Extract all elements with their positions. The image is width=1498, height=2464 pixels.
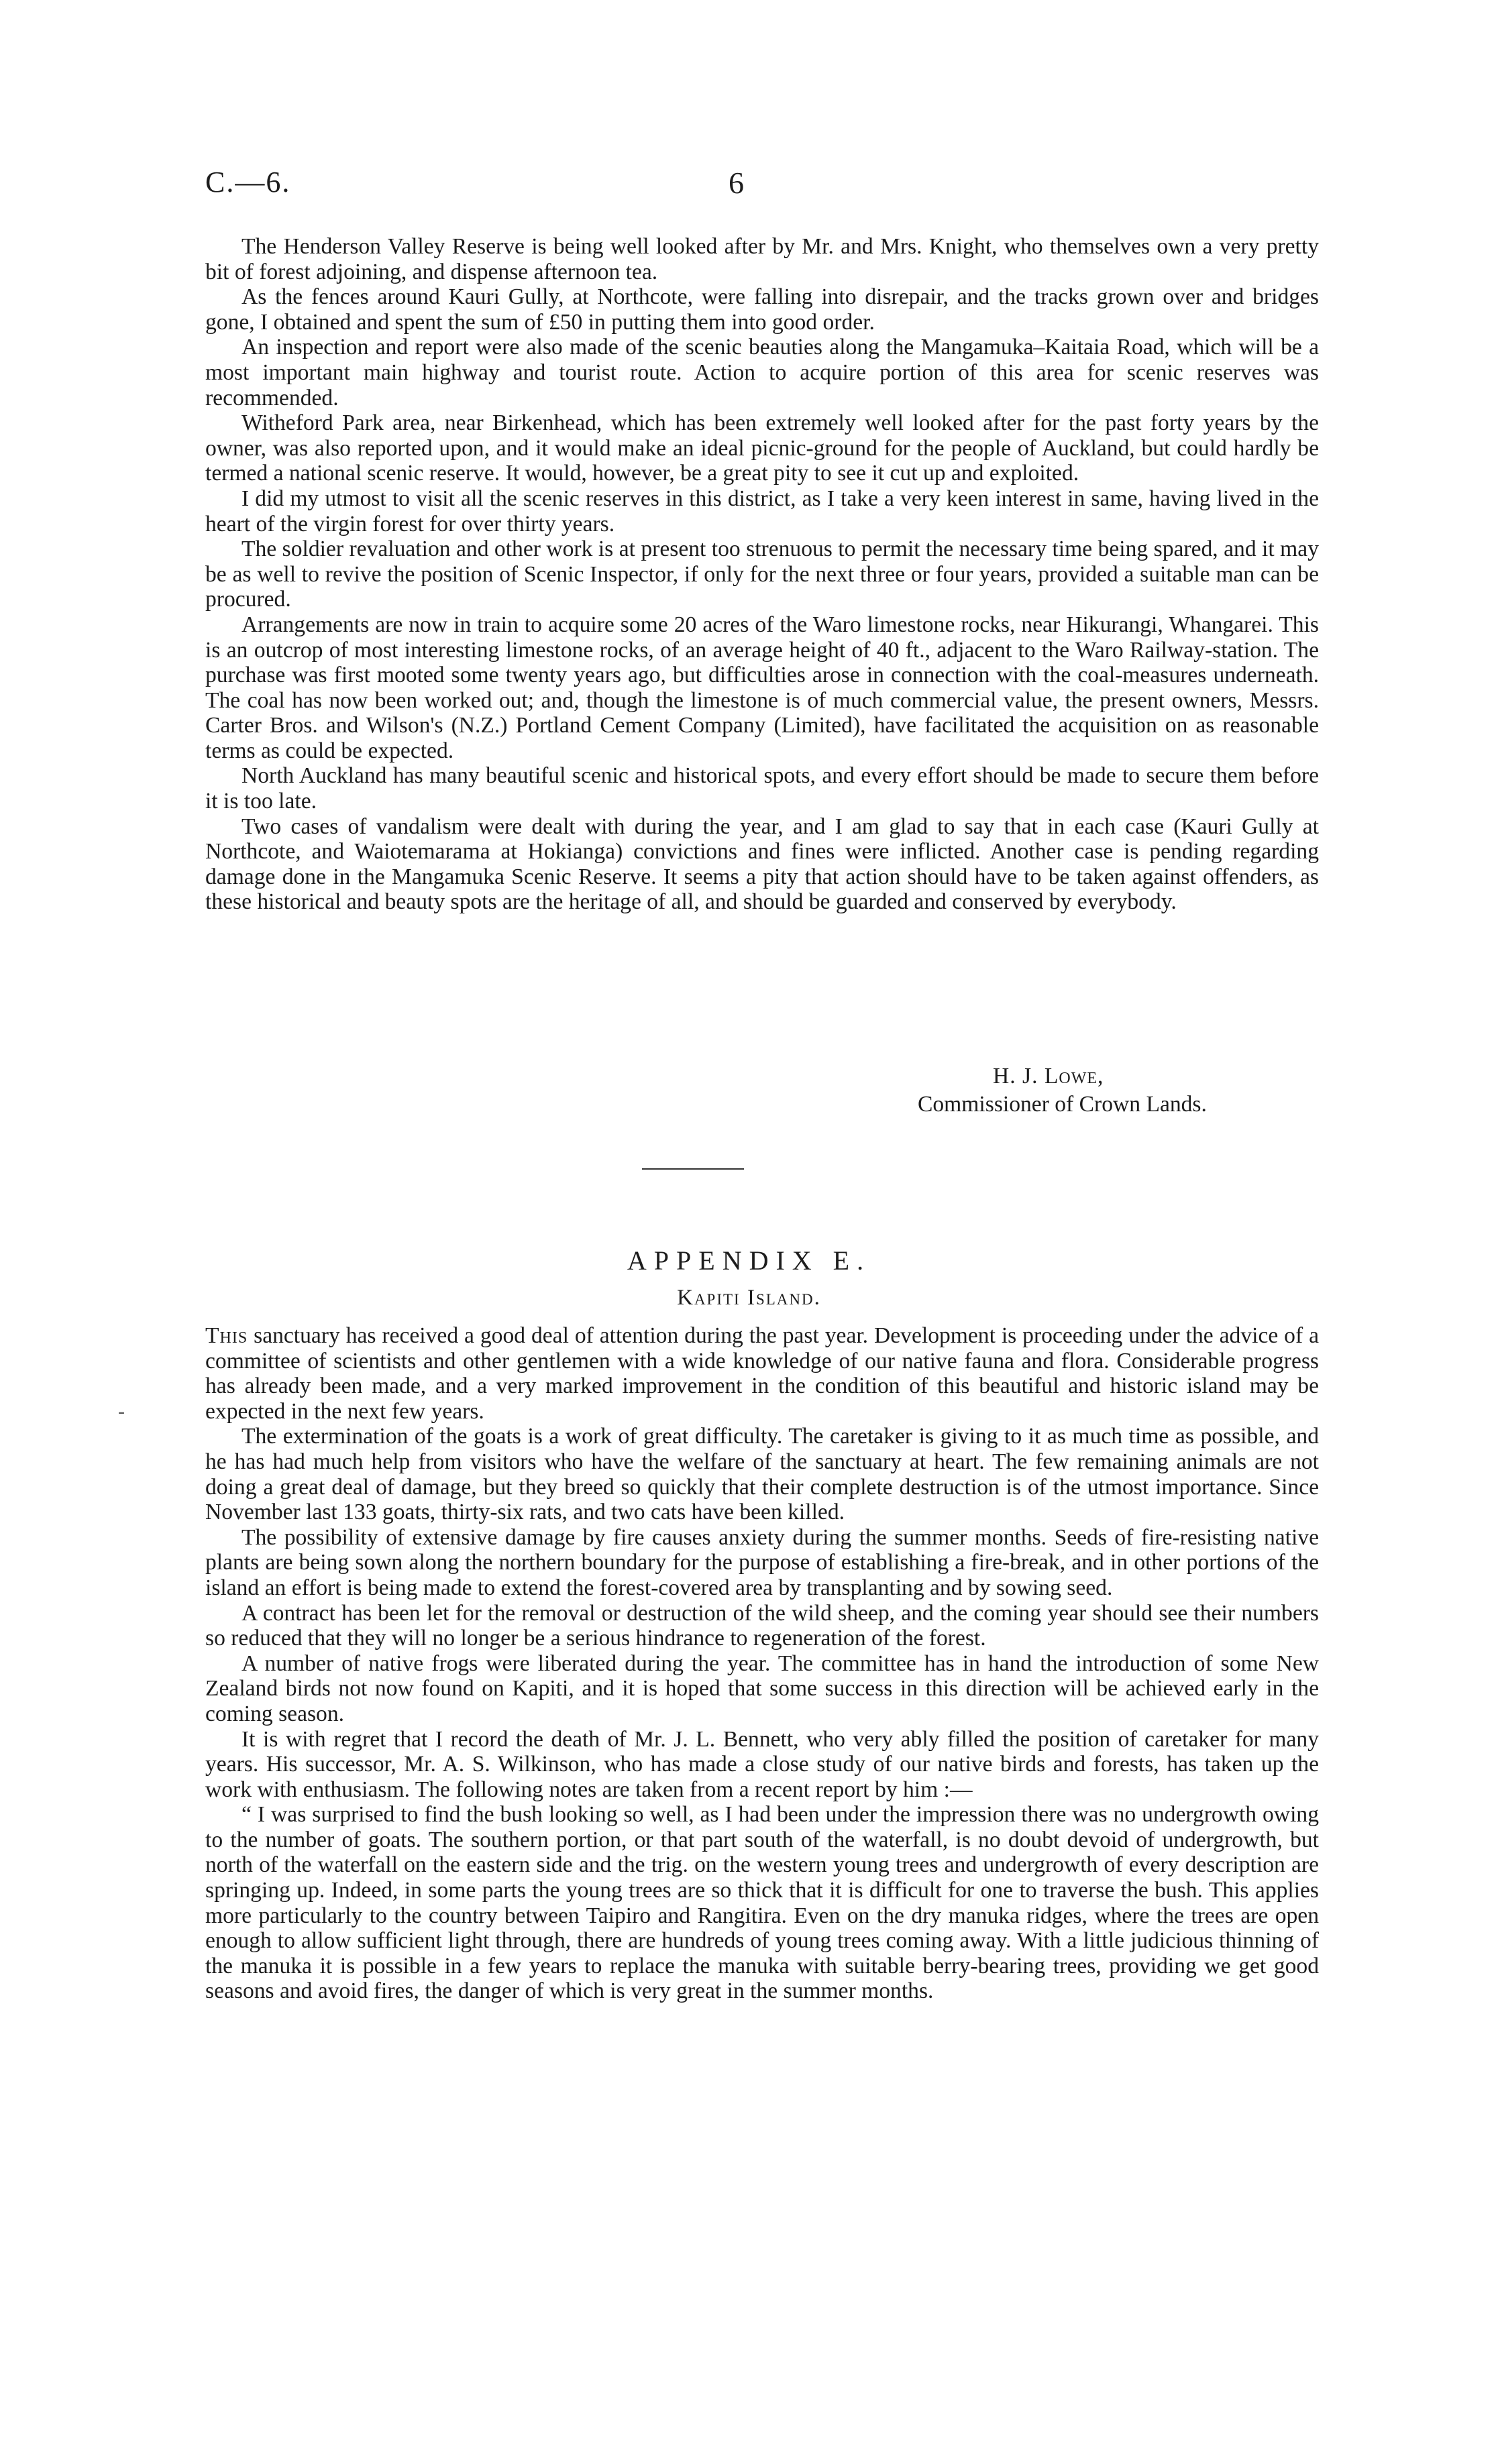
signature-name: H. J. Lowe, bbox=[993, 1064, 1104, 1088]
appendix-body bbox=[205, 1323, 1319, 2004]
appendix-title: APPENDIX E. bbox=[627, 1245, 871, 1276]
paragraph-text: sanctuary has received a good deal of attention during the past year. Development is proceeding under the advice of a committee of scientists and other gentlemen with a wide knowledge of our native fauna and flora. Considerable progress has already been made, and a very marked improvement in the condition of this beautiful and historic island may be expected in the next few years. bbox=[205, 1323, 1319, 1424]
paragraph: As the fences around Kauri Gully, at Northcote, were falling into disrepair, and the tracks grown over and bridges gone, I obtained and spent the sum of £50 in putting them into good order. bbox=[205, 284, 1319, 335]
paragraph: I did my utmost to visit all the scenic reserves in this district, as I take a very keen interest in same, having lived in the heart of the virgin forest for over thirty years. bbox=[205, 486, 1319, 537]
paragraph bbox=[205, 1323, 1319, 1424]
commissioner-report bbox=[205, 234, 1319, 915]
paragraph: Witheford Park area, near Birkenhead, which has been extremely well looked after for the past forty years by the owner, was also reported upon, and it would make an ideal picnic-ground for the people of Auckland, but could hardly be termed a national scenic reserve. It would, however, be a great pity to see it cut up and exploited. bbox=[205, 410, 1319, 486]
paragraph: An inspection and report were also made of the scenic beauties along the Mangamuka–Kaitaia Road, which will be a most important main highway and tourist route. Action to acquire portion of this area for scenic reserves was recommended. bbox=[205, 335, 1319, 410]
paragraph: Two cases of vandalism were dealt with during the year, and I am glad to say that in each case (Kauri Gully at Northcote, and Waiotemarama at Hokianga) convictions and fines were inflicted. Another case is pending regarding damage done in the Mangamuka Scenic Reserve. It seems a pity that action should have to be taken against offenders, as these historical and beauty spots are the heritage of all, and should be guarded and conserved by everybody. bbox=[205, 814, 1319, 915]
margin-mark: - bbox=[118, 1400, 125, 1422]
signature-title: Commissioner of Crown Lands. bbox=[918, 1092, 1207, 1117]
page-number: 6 bbox=[729, 166, 744, 200]
paragraph: North Auckland has many beautiful scenic and historical spots, and every effort should be made to secure them before it is too late. bbox=[205, 763, 1319, 814]
paragraph: The soldier revaluation and other work is at present too strenuous to permit the necessary time being spared, and it may be as well to revive the position of Scenic Inspector, if only for the next three or four years, provided a suitable man can be procured. bbox=[205, 537, 1319, 612]
paragraph: The Henderson Valley Reserve is being well looked after by Mr. and Mrs. Knight, who themselves own a very pretty bit of forest adjoining, and dispense afternoon tea. bbox=[205, 234, 1319, 284]
section-divider bbox=[642, 1168, 744, 1170]
paragraph: The extermination of the goats is a work of great difficulty. The caretaker is giving to it as much time as possible, and he has had much help from visitors who have the welfare of the sanctuary at heart. The few remaining animals are not doing a great deal of damage, but they breed so quickly that their complete destruction is of the utmost importance. Since November last 133 goats, thirty-six rats, and two cats have been killed. bbox=[205, 1424, 1319, 1525]
paragraph: A number of native frogs were liberated during the year. The committee has in hand the introduction of some New Zealand birds not now found on Kapiti, and it is hoped that some success in this direction will be achieved early in the coming season. bbox=[205, 1650, 1319, 1726]
quoted-report: “ I was surprised to find the bush looking so well, as I had been under the impression there was no undergrowth owing to the number of goats. The southern portion, or that part south of the waterfall, is no doubt devoid of undergrowth, but north of the waterfall on the eastern side and the trig. on the western young trees and undergrowth of every description are springing up. Indeed, in some parts the young trees are so thick that it is difficult for one to traverse the bush. This applies more particularly to the country between Taipiro and Rangitira. Even on the dry manuka ridges, where the trees are open enough to allow sufficient light through, there are hundreds of young trees coming away. With a little judicious thinning of the manuka it is possible in a few years to replace the manuka with suitable berry-bearing trees, providing we get good seasons and avoid fires, the danger of which is very great in the summer months. bbox=[205, 1802, 1319, 2004]
paragraph: The possibility of extensive damage by fire causes anxiety during the summer months. Seeds of fire-resisting native plants are being sown along the northern boundary for the purpose of establishing a fire-break, and in other portions of the island an effort is being made to extend the forest-covered area by transplanting and by sowing seed. bbox=[205, 1524, 1319, 1600]
paragraph: It is with regret that I record the death of Mr. J. L. Bennett, who very ably filled the position of caretaker for many years. His successor, Mr. A. S. Wilkinson, who has made a close study of our native birds and forests, has taken up the work with enthusiasm. The following notes are taken from a recent report by him :— bbox=[205, 1726, 1319, 1802]
paragraph: A contract has been let for the removal or destruction of the wild sheep, and the coming year should see their numbers so reduced that they will no longer be a serious hindrance to regeneration of the forest. bbox=[205, 1600, 1319, 1651]
paragraph: Arrangements are now in train to acquire some 20 acres of the Waro limestone rocks, near Hikurangi, Whangarei. This is an outcrop of most interesting limestone rocks, of an average height of 40 ft., adjacent to the Waro Railway-station. The purchase was first mooted some twenty years ago, but difficulties arose in connection with the coal-measures underneath. The coal has now been worked out; and, though the limestone is of much commercial value, the present owners, Messrs. Carter Bros. and Wilson's (N.Z.) Portland Cement Company (Limited), have facilitated the acquisition on as reasonable terms as could be expected. bbox=[205, 612, 1319, 763]
appendix-subtitle: Kapiti Island. bbox=[677, 1286, 821, 1310]
report-code: C.—6. bbox=[205, 166, 291, 199]
lead-word: This bbox=[205, 1323, 248, 1348]
